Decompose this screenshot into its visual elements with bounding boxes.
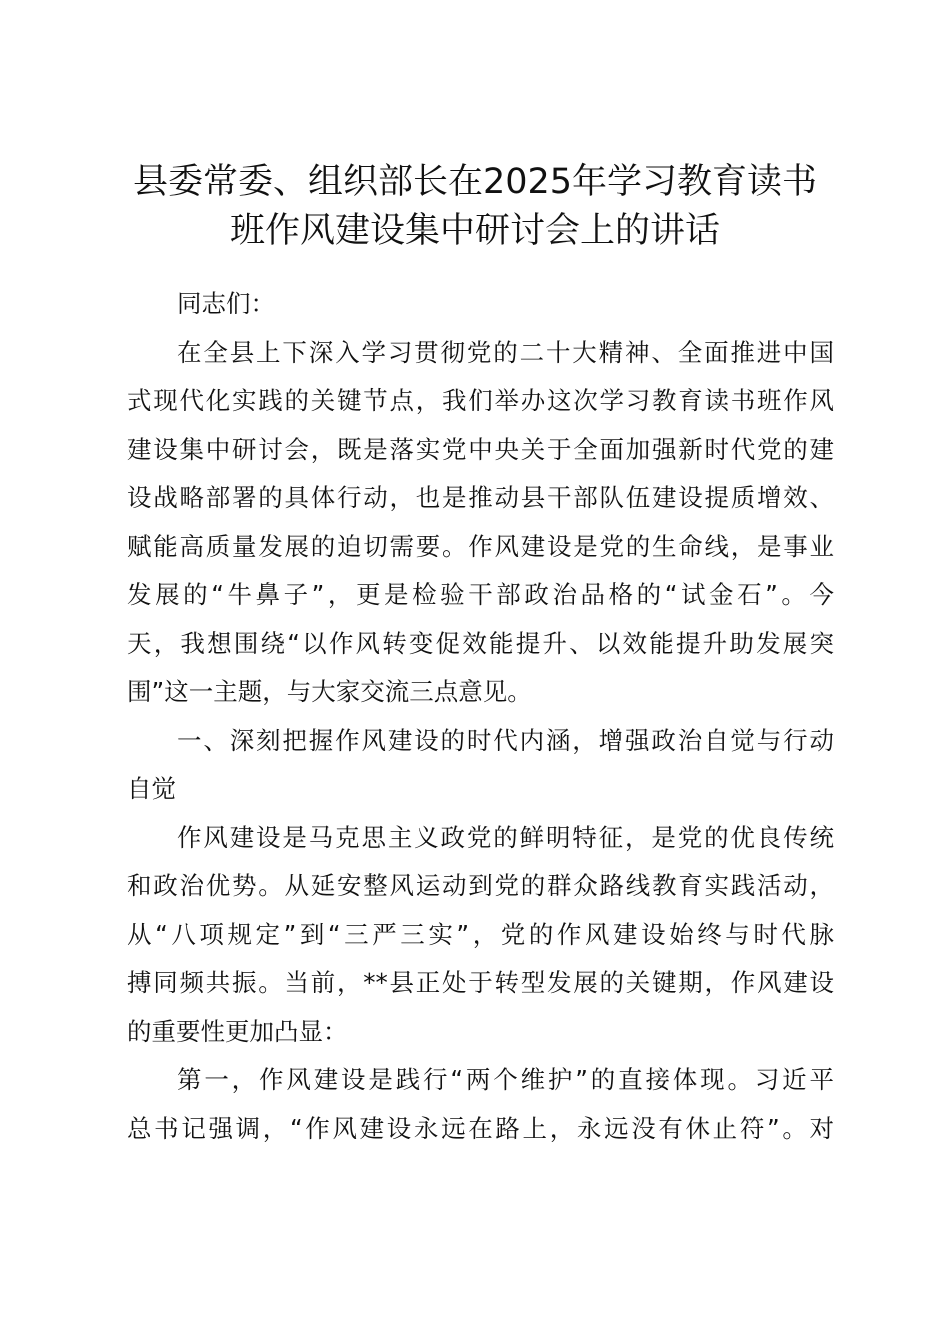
paragraph-point-1	[127, 1056, 834, 1153]
paragraph-line: 总书记强调，“作风建设永远在路上，永远没有休止符”。对	[127, 1113, 834, 1143]
paragraph-line: 建设集中研讨会，既是落实党中央关于全面加强新时代党的建	[127, 434, 834, 464]
paragraph-line: 围”这一主题，与大家交流三点意见。	[127, 677, 532, 706]
paragraph-line: 从“八项规定”到“三严三实”，党的作风建设始终与时代脉	[127, 919, 834, 949]
section-heading-line: 自觉	[127, 774, 176, 803]
section-heading-1	[127, 717, 834, 814]
paragraph-line: 赋能高质量发展的迫切需要。作风建设是党的生命线，是事业	[127, 531, 834, 561]
paragraph-line: 在全县上下深入学习贯彻党的二十大精神、全面推进中国	[177, 337, 834, 367]
title-line-1: 县委常委、组织部长在2025年学习教育读书	[132, 162, 818, 202]
paragraph-line: 设战略部署的具体行动，也是推动县干部队伍建设提质增效、	[127, 483, 834, 512]
paragraph-section-1	[127, 814, 834, 1057]
paragraph-intro	[127, 329, 834, 717]
paragraph-line: 的重要性更加凸显：	[127, 1016, 348, 1046]
paragraph-line: 发展的“牛鼻子”，更是检验干部政治品格的“试金石”。今	[127, 580, 834, 609]
title-line-2: 班作风建设集中研讨会上的讲话	[229, 211, 720, 251]
paragraph-line: 搏同频共振。当前，**县正处于转型发展的关键期，作风建设	[127, 968, 834, 997]
salutation: 同志们：	[177, 289, 275, 318]
paragraph-line: 和政治优势。从延安整风运动到党的群众路线教育实践活动，	[127, 871, 834, 900]
document-body	[127, 280, 834, 1153]
paragraph-line: 第一，作风建设是践行“两个维护”的直接体现。习近平	[177, 1065, 834, 1094]
paragraph-line: 式现代化实践的关键节点，我们举办这次学习教育读书班作风	[127, 386, 834, 415]
paragraph-line: 天，我想围绕“以作风转变促效能提升、以效能提升助发展突	[127, 628, 834, 658]
paragraph-line: 作风建设是马克思主义政党的鲜明特征，是党的优良传统	[177, 822, 834, 852]
document-title	[100, 158, 850, 256]
section-heading-line: 一、深刻把握作风建设的时代内涵，增强政治自觉与行动	[177, 725, 834, 755]
